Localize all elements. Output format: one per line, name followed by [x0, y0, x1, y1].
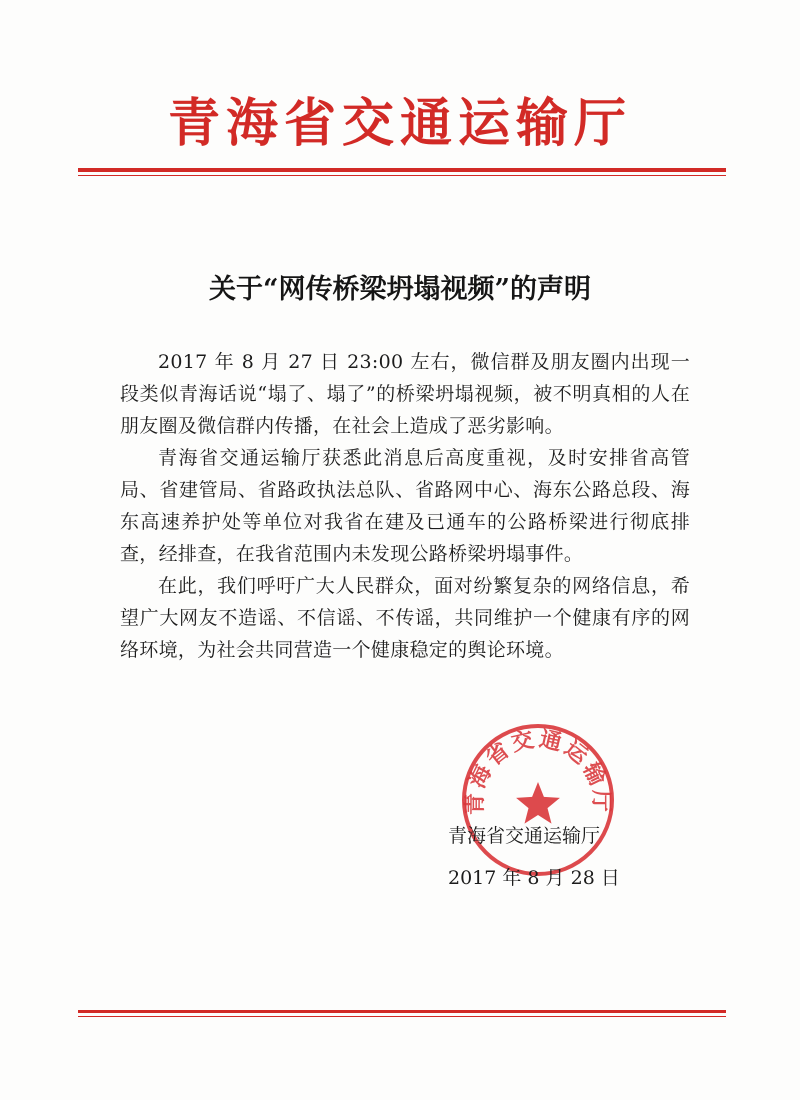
signer-name: 青海省交通运输厅 [448, 825, 601, 847]
signature-date: 2017 年 8 月 28 日 [448, 867, 620, 889]
letterhead-title: 青海省交通运输厅 [167, 93, 632, 154]
body-paragraph-2: 青海省交通运输厅获悉此消息后高度重视，及时安排省高管局、省建管局、省路政执法总队、省路网中心、海东公路总段、海东高速养护处等单位对我省在建及已通车的公路桥梁进行彻底排查，经排查，在我省范围内未发现公路桥梁坍塌事件。 [120, 447, 690, 565]
letterhead-rule-thin [78, 175, 726, 176]
body-paragraph-3: 在此，我们呼吁广大人民群众，面对纷繁复杂的网络信息，希望广大网友不造谣、不信谣、不传谣，共同维护一个健康有序的网络环境，为社会共同营造一个健康稳定的舆论环境。 [120, 575, 690, 661]
body-paragraph-1: 2017 年 8 月 27 日 23:00 左右，微信群及朋友圈内出现一段类似青海话说“塌了、塌了”的桥梁坍塌视频，被不明真相的人在朋友圈及微信群内传播，在社会上造成了恶劣影响。 [120, 351, 690, 437]
official-seal [458, 720, 618, 880]
seal-text: 青海省交通运输厅 [461, 725, 615, 816]
letterhead-rule-thick [78, 168, 726, 172]
footer-rule-thin [78, 1016, 726, 1017]
footer-rule-thick [78, 1010, 726, 1013]
seal-graphic [458, 720, 618, 880]
document-title: 关于“网传桥梁坍塌视频”的声明 [208, 274, 592, 305]
document-body [120, 346, 690, 666]
star-icon [516, 782, 560, 824]
